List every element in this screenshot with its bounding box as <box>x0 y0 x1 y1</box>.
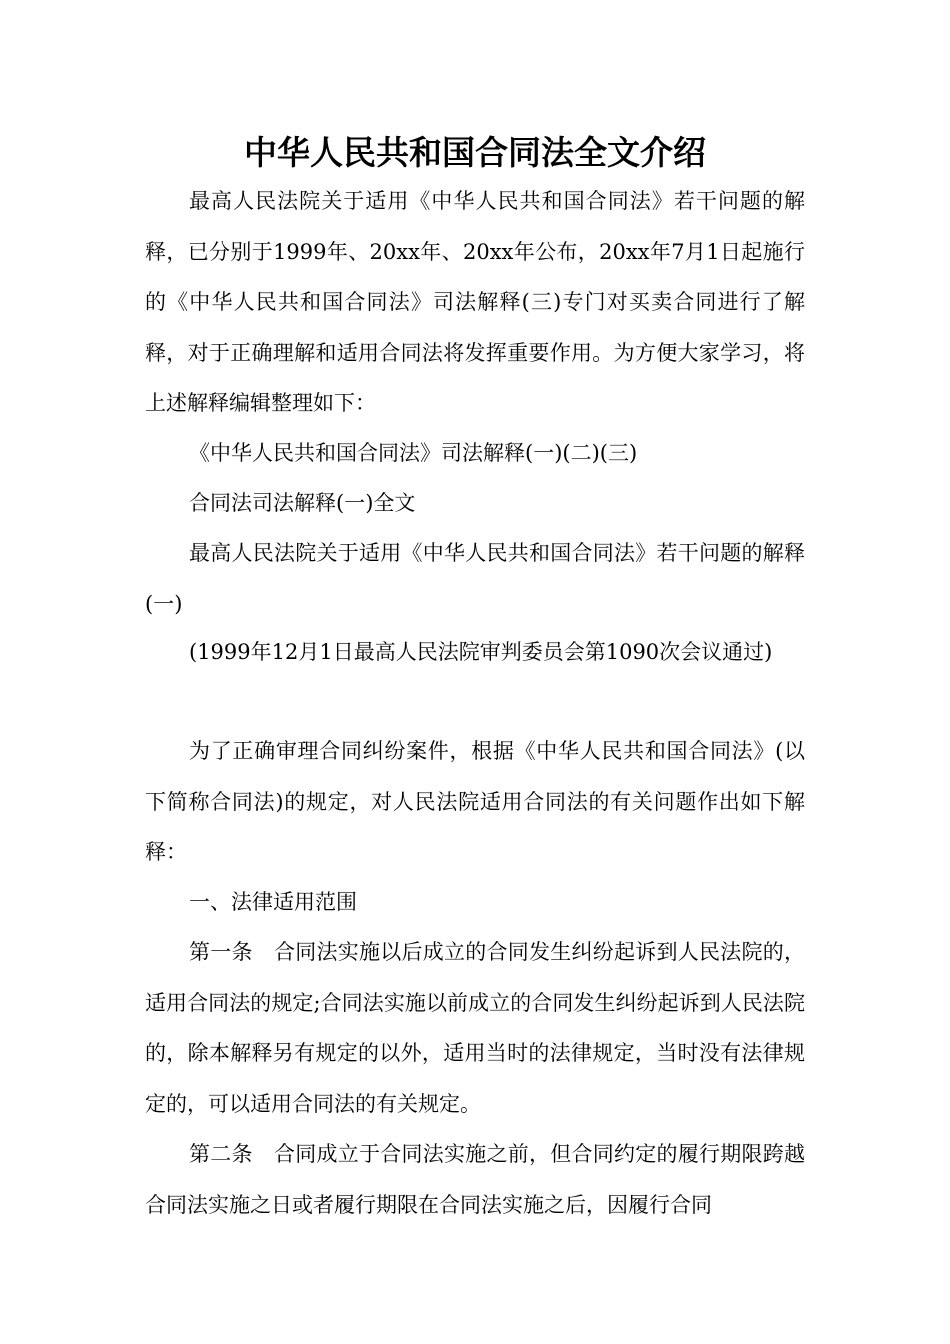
paragraph-chapter-heading: 一、法律适用范围 <box>189 890 357 914</box>
paragraph-intro: 最高人民法院关于适用《中华人民共和国合同法》若干问题的解释，已分别于1999年、20xx年、20xx年公布，20xx年7月1日起施行的《中华人民共和国合同法》司法解释(三)专门对买卖合同进行了解释，对于正确理解和适用合同法将发挥重要作用。为方便大家学习，将上述解释编辑整理如下： <box>145 189 805 415</box>
paragraph-interpretation-list: 《中华人民共和国合同法》司法解释(一)(二)(三) <box>189 441 638 465</box>
paragraph-article-2: 第二条 合同成立于合同法实施之前，但合同约定的履行期限跨越合同法实施之日或者履行期限在合同法实施之后，因履行合同 <box>145 1142 805 1217</box>
page-title: 中华人民共和国合同法全文介绍 <box>244 133 706 172</box>
paragraph-interpretation-title: 最高人民法院关于适用《中华人民共和国合同法》若干问题的解释(一) <box>145 541 805 616</box>
paragraph-article-1: 第一条 合同法实施以后成立的合同发生纠纷起诉到人民法院的，适用合同法的规定;合同法实施以前成立的合同发生纠纷起诉到人民法院的，除本解释另有规定的以外，适用当时的法律规定，当时没有法律规定的，可以适用合同法的有关规定。 <box>145 940 805 1116</box>
paragraph-preamble: 为了正确审理合同纠纷案件，根据《中华人民共和国合同法》(以下简称合同法)的规定，对人民法院适用合同法的有关问题作出如下解释： <box>145 739 805 864</box>
paragraph-adoption-note: (1999年12月1日最高人民法院审判委员会第1090次会议通过) <box>189 640 773 664</box>
paragraph-section-heading: 合同法司法解释(一)全文 <box>189 491 416 515</box>
